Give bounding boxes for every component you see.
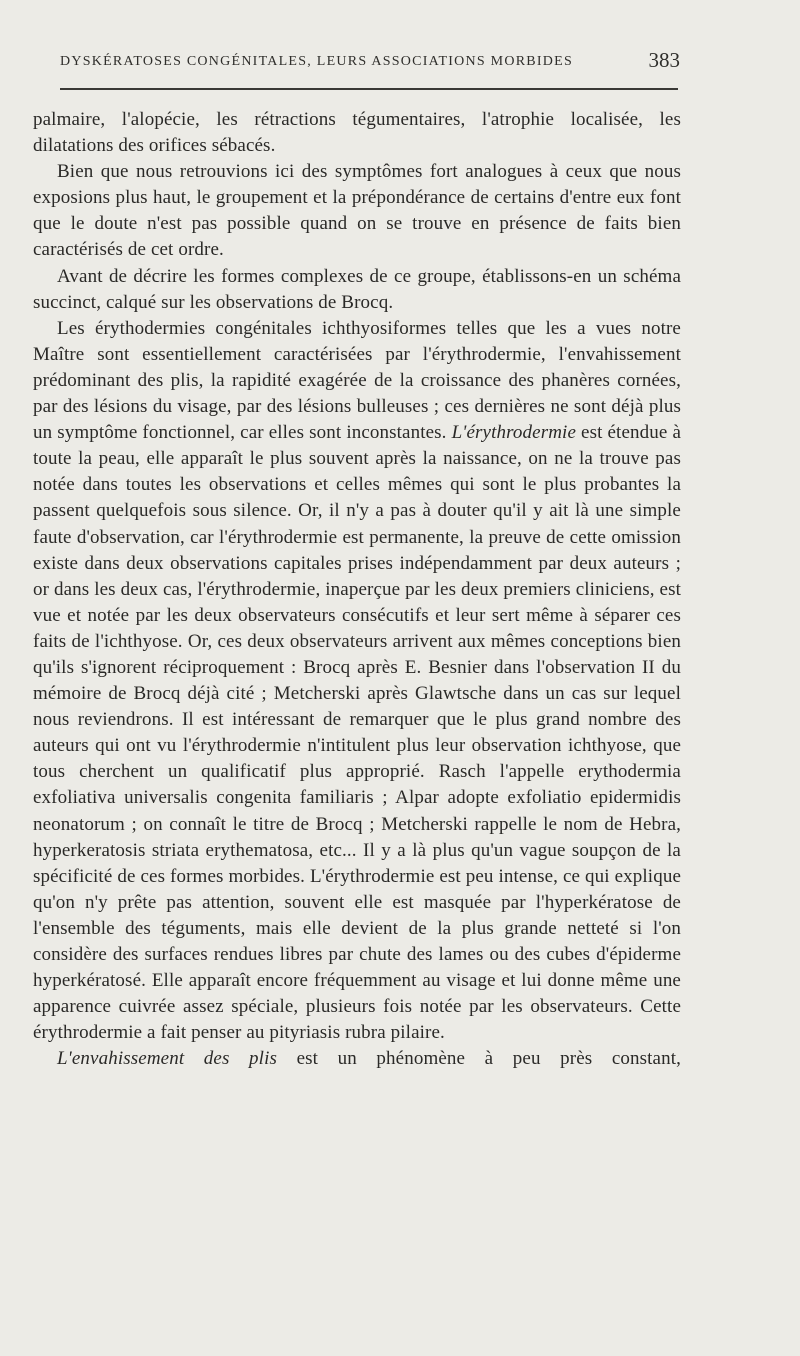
paragraph-3 xyxy=(33,264,681,316)
paragraph-1-text: palmaire, l'alopécie, les rétractions tégumentaires, l'atrophie localisée, les dilatations des orifices sébacés. xyxy=(33,109,681,157)
running-head: DYSKÉRATOSES CONGÉNITALES, LEURS ASSOCIATIONS MORBIDES xyxy=(60,54,574,69)
page-number: 383 xyxy=(648,48,680,72)
paragraph-5-italic-term: L'envahissement des plis xyxy=(57,1048,277,1070)
paragraph-4 xyxy=(33,316,681,1047)
paragraph-5 xyxy=(33,1046,681,1072)
paragraph-4-text-continued: est étendue à toute la peau, elle apparaît le plus souvent après la naissance, on ne la trouve pas notée dans toutes les observations et celles mêmes qui sont le plus probantes la passent quelquefois sous silence. Or, il n'y a pas à douter qu'il y ait là une simple faute d'observation, car l'érythrodermie est permanente, la preuve de cette omission existe dans deux observations capitales prises indépendamment par deux auteurs ; or dans les deux cas, l'érythrodermie, inaperçue par les deux premiers cliniciens, est vue et notée par les deux observateurs consécutifs et leur sert même à séparer ces faits de l'ichthyose. Or, ces deux observateurs arrivent aux mêmes conceptions bien qu'ils s'ignorent réciproquement : Brocq après E. Besnier dans l'observation II du mémoire de Brocq déjà cité ; Metcherski après Glawtsche dans un cas sur lequel nous reviendrons. Il est intéressant de remarquer que le plus grand nombre des auteurs qui ont vu l'érythrodermie n'intitulent plus leur observation ichthyose, que tous cherchent un qualificatif plus approprié. Rasch l'appelle erythodermia exfoliativa universalis congenita familiaris ; Alpar adopte exfoliatio epidermidis neonatorum ; on connaît le titre de Brocq ; Metcherski rappelle le nom de Hebra, hyperkeratosis striata erythematosa, etc... Il y a là plus qu'un vague soupçon de la spécificité de ces formes morbides. L'érythrodermie est peu intense, ce qui explique qu'on n'y prête pas attention, souvent elle est masquée par l'hyperkératose de l'ensemble des téguments, mais elle devient de la plus grande netteté si l'on considère des surfaces rendues libres par chute des lames ou des cubes d'épiderme hyperkératosé. Elle apparaît encore fréquemment au visage et lui donne même une apparence cuivrée assez spéciale, plusieurs fois notée par les observateurs. Cette érythrodermie a fait penser au pityriasis rubra pilaire. xyxy=(33,422,681,1044)
paragraph-2-text: Bien que nous retrouvions ici des symptômes fort analogues à ceux que nous exposions plus haut, le groupement et la prépondérance de certains d'entre eux font que le doute n'est pas possible quand on se trouve en présence de faits bien caractérisés de cet ordre. xyxy=(33,161,681,261)
body-text xyxy=(33,107,681,1072)
header-rule xyxy=(60,88,678,90)
paragraph-5-text: est un phénomène à peu près constant, xyxy=(277,1048,681,1070)
paragraph-1 xyxy=(33,107,681,159)
paragraph-4-italic-term: L'érythrodermie xyxy=(451,422,576,444)
paragraph-4-text: Les érythodermies congénitales ichthyosiformes telles que les a vues notre Maître sont essentiellement caractérisées par l'érythrodermie, l'envahissement prédominant des plis, la rapidité exagérée de la croissance des phanères cornées, par des lésions du visage, par des lésions bulleuses ; ces dernières ne sont déjà plus un symptôme fonctionnel, car elles sont inconstantes. xyxy=(33,317,681,444)
page-header xyxy=(60,48,680,76)
paragraph-2 xyxy=(33,159,681,263)
paragraph-3-text: Avant de décrire les formes complexes de ce groupe, établissons-en un schéma succinct, calqué sur les observations de Brocq. xyxy=(33,265,681,313)
